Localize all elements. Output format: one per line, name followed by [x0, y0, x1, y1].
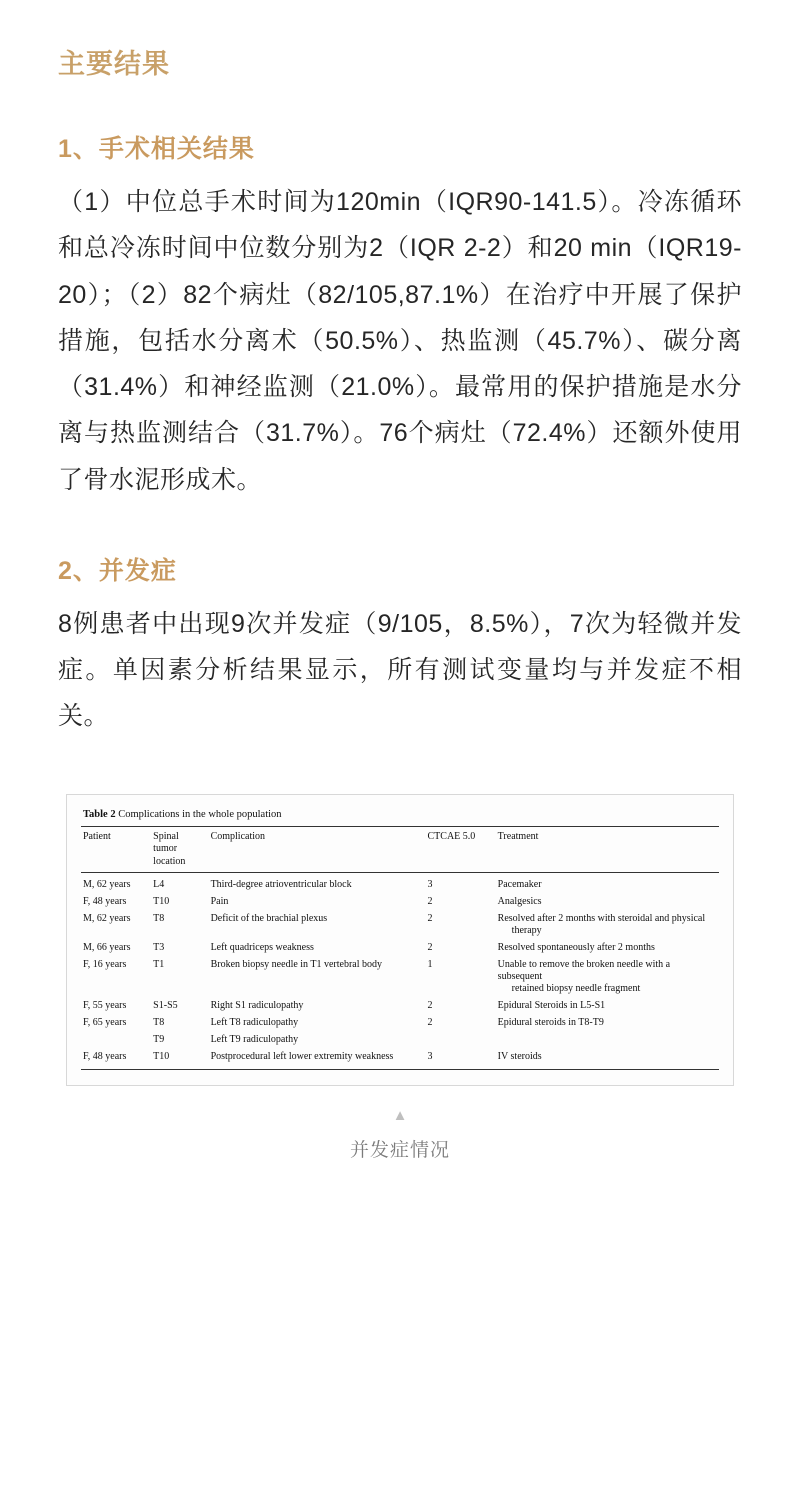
cell-patient: M, 66 years	[83, 942, 131, 953]
table-row	[81, 998, 719, 1015]
cell-location: S1-S5	[153, 1000, 178, 1011]
cell-treatment	[496, 940, 719, 957]
table-row	[81, 1015, 719, 1032]
table-body	[81, 873, 719, 1069]
figure-caption: 并发症情况	[349, 1140, 450, 1161]
table-row	[81, 873, 719, 894]
column-header-complication: Complication	[209, 826, 426, 873]
cell-complication: Deficit of the brachial plexus	[210, 913, 328, 924]
cell-location: T1	[153, 959, 165, 970]
cell-complication: Broken biopsy needle in T1 vertebral body	[210, 959, 383, 970]
cell-location: T10	[153, 896, 170, 907]
cell-treatment	[496, 873, 719, 894]
cell-ctcae: 2	[427, 913, 433, 924]
complications-table-card	[66, 794, 734, 1087]
table-row	[81, 940, 719, 957]
cell-treatment-main: Resolved after 2 months with steroidal and physical	[497, 913, 706, 924]
cell-treatment-cont: retained biopsy needle fragment	[511, 983, 641, 994]
cell-location: T8	[153, 1017, 165, 1028]
cell-patient: F, 16 years	[83, 959, 127, 970]
cell-treatment-main: Analgesics	[497, 896, 542, 907]
table-header-row	[81, 826, 719, 873]
cell-treatment	[496, 1049, 719, 1069]
cell-treatment-main: IV steroids	[497, 1051, 542, 1062]
complications-table	[81, 826, 719, 1069]
column-header-patient: Patient	[81, 826, 151, 873]
column-header-location: Spinal tumor location	[151, 826, 208, 873]
column-header-ctcae: CTCAE 5.0	[426, 826, 496, 873]
subsection-title-1: 1、手术相关结果	[58, 135, 255, 163]
cell-complication: Pain	[210, 896, 229, 907]
cell-patient	[81, 1032, 151, 1049]
cell-complication: Postprocedural left lower extremity weakness	[210, 1051, 394, 1062]
figure-block	[58, 794, 742, 1163]
column-header-treatment: Treatment	[496, 826, 719, 873]
cell-patient: F, 55 years	[83, 1000, 127, 1011]
cell-ctcae: 2	[427, 896, 433, 907]
table-header	[81, 826, 719, 873]
table-row	[81, 1049, 719, 1069]
cell-complication: Right S1 radiculopathy	[210, 1000, 304, 1011]
cell-treatment-cont: therapy	[511, 925, 542, 936]
cell-treatment-main: Resolved spontaneously after 2 months	[497, 942, 655, 953]
cell-ctcae: 1	[427, 959, 433, 970]
cell-treatment-main: Epidural Steroids in L5-S1	[497, 1000, 606, 1011]
cell-complication: Left T9 radiculopathy	[210, 1034, 299, 1045]
table-row	[81, 894, 719, 911]
table-caption	[81, 807, 719, 826]
cell-treatment	[496, 894, 719, 911]
cell-patient: M, 62 years	[83, 913, 131, 924]
cell-patient: F, 65 years	[83, 1017, 127, 1028]
cell-treatment-main: Pacemaker	[497, 879, 542, 890]
cell-location: T9	[153, 1034, 165, 1045]
caret-up-icon: ▲	[392, 1107, 408, 1124]
table-label: Table 2	[83, 808, 116, 820]
cell-treatment	[496, 957, 719, 998]
cell-ctcae: 2	[427, 1000, 433, 1011]
cell-location: L4	[153, 879, 165, 890]
cell-treatment	[496, 998, 719, 1015]
cell-treatment-main: Unable to remove the broken needle with a subsequent	[497, 959, 671, 982]
table-bottom-rule	[81, 1069, 719, 1071]
cell-location: T10	[153, 1051, 170, 1062]
cell-treatment	[496, 1015, 719, 1032]
cell-location: T8	[153, 913, 165, 924]
cell-ctcae: 3	[427, 1051, 433, 1062]
subsection-paragraph-1: （1）中位总手术时间为120min（IQR90-141.5）。冷冻循环和总冷冻时间中位数分别为2（IQR 2-2）和20 min（IQR19-20）；（2）82个病灶（82/105,87.1%）在治疗中开展了保护措施，包括水分离术（50.5%）、热监测（45.7%）、碳分离（31.4%）和神经监测（21.0%）。最常用的保护措施是水分离与热监测结合（31.7%）。76个病灶（72.4%）还额外使用了骨水泥形成术。	[58, 188, 742, 494]
cell-complication: Left T8 radiculopathy	[210, 1017, 299, 1028]
cell-patient: F, 48 years	[83, 896, 127, 907]
subsection-paragraph-2: 8例患者中出现9次并发症（9/105，8.5%），7次为轻微并发症。单因素分析结果显示，所有测试变量均与并发症不相关。	[58, 609, 742, 731]
cell-ctcae	[426, 1032, 496, 1049]
cell-complication: Left quadriceps weakness	[210, 942, 314, 953]
cell-ctcae: 2	[427, 942, 433, 953]
table-title: Complications in the whole population	[118, 808, 282, 820]
table-row	[81, 1032, 719, 1049]
table-row	[81, 957, 719, 998]
page-title: 主要结果	[58, 49, 170, 79]
cell-patient: M, 62 years	[83, 879, 131, 890]
cell-location: T3	[153, 942, 165, 953]
cell-complication: Third-degree atrioventricular block	[210, 879, 352, 890]
cell-treatment	[496, 911, 719, 940]
cell-ctcae: 2	[427, 1017, 433, 1028]
cell-treatment	[496, 1032, 719, 1049]
cell-patient: F, 48 years	[83, 1051, 127, 1062]
cell-treatment-main: Epidural steroids in T8-T9	[497, 1017, 604, 1028]
table-row	[81, 911, 719, 940]
cell-ctcae: 3	[427, 879, 433, 890]
subsection-title-2: 2、并发症	[58, 556, 177, 585]
